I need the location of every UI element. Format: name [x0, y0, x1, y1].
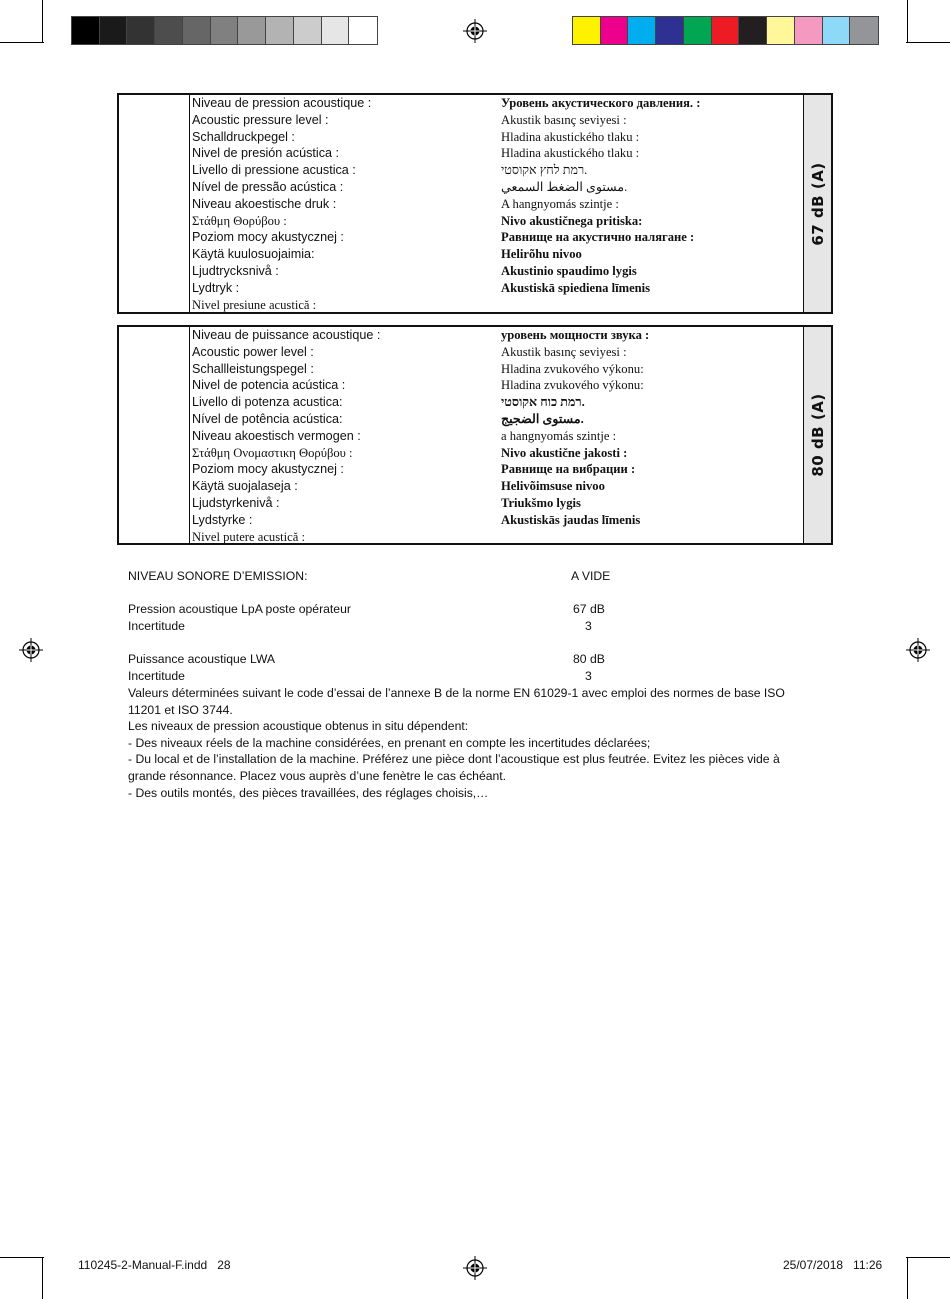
power-label: Puissance acoustique LWA: [128, 652, 276, 666]
color-swatch: [712, 17, 740, 44]
grayscale-color-bar: [71, 16, 378, 45]
table-row: [192, 461, 801, 478]
language-label: Nivel de presión acústica :: [192, 146, 339, 161]
crop-mark: [0, 42, 44, 43]
language-label: רמת כוח אקוסטי.: [501, 395, 585, 410]
table-row: [192, 196, 801, 213]
registration-mark-icon: [463, 19, 487, 43]
language-label: Akustinio spaudimo lygis: [501, 263, 637, 278]
language-label: Στάθμη Θορύβου :: [192, 213, 287, 228]
table-row: [192, 377, 801, 394]
language-label: Nivel presiune acustică :: [192, 297, 317, 312]
language-label: Akustik basınç seviyesi :: [501, 112, 627, 127]
language-label: уровень мощности звука :: [501, 328, 650, 342]
color-swatch: [238, 17, 266, 44]
language-label: Равнище на вибрации :: [501, 462, 636, 477]
language-label: مستوى الضجيج.: [501, 411, 584, 426]
language-label: Niveau de puissance acoustique :: [192, 328, 381, 342]
table-row: [192, 512, 801, 529]
language-label: Helivõimsuse nivoo: [501, 479, 605, 494]
pressure-label: Pression acoustique LpA poste opérateur: [128, 602, 351, 616]
language-label: Στάθμη Ονομαστικη Θορύβου :: [192, 445, 353, 460]
language-label: Ljudtrycksnivå :: [192, 263, 279, 278]
table-row: [192, 297, 801, 314]
color-swatch: [349, 17, 377, 44]
table-row: [192, 129, 801, 146]
crop-mark: [42, 1257, 43, 1299]
color-swatch: [127, 17, 155, 44]
sound-power-value: 80 dB (A): [808, 393, 827, 477]
table-blank-column: [119, 95, 190, 312]
table-row: [192, 229, 801, 246]
language-label: Niveau akoestische druk :: [192, 196, 337, 211]
table-blank-column: [119, 327, 190, 543]
table-row: [192, 529, 801, 546]
color-swatch: [850, 17, 878, 44]
language-label: Nivo akustične jakosti :: [501, 445, 628, 460]
sound-pressure-table: [117, 93, 833, 314]
color-swatch: [795, 17, 823, 44]
language-label: Уровень акустического давления. :: [501, 96, 701, 110]
language-label: Livello di potenza acustica:: [192, 395, 343, 410]
footer-file-name: 110245-2-Manual-F.indd 28: [78, 1258, 231, 1272]
table-row: [192, 179, 801, 196]
language-label: Hladina akustického tlaku :: [501, 129, 640, 144]
registration-mark-icon: [463, 1256, 487, 1280]
color-swatch: [823, 17, 851, 44]
table-row: [192, 411, 801, 428]
uncertainty-label: Incertitude: [128, 619, 185, 633]
color-swatch: [183, 17, 211, 44]
uncertainty-value: 3: [585, 669, 592, 683]
power-value: 80 dB: [573, 652, 605, 666]
language-label: Niveau akoestisch vermogen :: [192, 428, 361, 443]
color-swatch: [767, 17, 795, 44]
table-row: [192, 263, 801, 280]
sound-power-rows: [192, 327, 801, 545]
emission-column-heading: A VIDE: [571, 569, 611, 583]
note-paragraph: - Des niveaux réels de la machine considérées, en prenant en compte les incertitudes déclarées;: [128, 735, 651, 750]
table-row: [192, 495, 801, 512]
language-label: Ljudstyrkenivå :: [192, 495, 280, 510]
table-row: [192, 95, 801, 112]
language-label: Livello di pressione acustica :: [192, 163, 356, 178]
table-row: [192, 280, 801, 297]
table-row: [192, 112, 801, 129]
crop-mark: [906, 1257, 950, 1258]
color-swatch: [739, 17, 767, 44]
process-color-bar: [572, 16, 879, 45]
language-label: Poziom mocy akustycznej :: [192, 230, 344, 245]
table-row: [192, 344, 801, 361]
table-row: [192, 145, 801, 162]
table-row: [192, 246, 801, 263]
language-label: Helirõhu nivoo: [501, 247, 582, 262]
emission-heading: NIVEAU SONORE D’EMISSION:: [128, 569, 308, 583]
language-label: Schallleistungspegel :: [192, 361, 314, 376]
crop-mark: [42, 0, 43, 42]
sound-pressure-value: 67 dB (A): [808, 161, 827, 246]
language-label: Lydtryk :: [192, 280, 240, 295]
table-row: [192, 445, 801, 462]
language-label: Akustiskās jaudas līmenis: [501, 512, 641, 527]
pressure-value: 67 dB: [573, 602, 605, 616]
table-row: [192, 162, 801, 179]
color-swatch: [266, 17, 294, 44]
language-label: Niveau de pression acoustique :: [192, 96, 372, 110]
language-label: Akustik basınç seviyesi :: [501, 344, 627, 359]
table-row: [192, 428, 801, 445]
table-row: [192, 394, 801, 411]
registration-mark-icon: [19, 638, 43, 662]
language-label: רמת לחץ אקוסטי.: [501, 163, 588, 178]
color-swatch: [601, 17, 629, 44]
language-label: Nivo akustičnega pritiska:: [501, 213, 643, 228]
language-label: Poziom mocy akustycznej :: [192, 462, 344, 477]
language-label: Lydstyrke :: [192, 512, 253, 527]
sound-power-table: [117, 325, 833, 545]
table-row: [192, 361, 801, 378]
crop-mark: [907, 0, 908, 42]
table-row: [192, 478, 801, 495]
language-label: a hangnyomás szintje :: [501, 428, 617, 443]
language-label: Akustiskā spiediena līmenis: [501, 280, 651, 295]
language-label: Hladina zvukového výkonu:: [501, 361, 644, 376]
sound-pressure-rows: [192, 95, 801, 313]
table-row: [192, 327, 801, 344]
language-label: Hladina zvukového výkonu:: [501, 378, 644, 393]
language-label: Acoustic power level :: [192, 344, 314, 359]
language-label: Triukšmo lygis: [501, 495, 581, 510]
note-paragraph: - Des outils montés, des pièces travaillées, des réglages choisis,…: [128, 785, 489, 800]
registration-mark-icon: [906, 638, 930, 662]
table-value-column: [803, 95, 831, 312]
language-label: A hangnyomás szintje :: [501, 196, 619, 211]
color-swatch: [684, 17, 712, 44]
color-swatch: [72, 17, 100, 44]
table-row: [192, 213, 801, 230]
color-swatch: [656, 17, 684, 44]
footer-date: 25/07/2018 11:26: [783, 1258, 883, 1272]
crop-mark: [907, 1257, 908, 1299]
language-label: Nivel putere acustică :: [192, 529, 305, 544]
crop-mark: [906, 42, 950, 43]
note-paragraph: Les niveaux de pression acoustique obtenus in situ dépendent:: [128, 719, 469, 734]
language-label: Nivel de potencia acústica :: [192, 378, 346, 393]
language-label: Käytä kuulosuojaimia:: [192, 247, 315, 262]
note-paragraph: Valeurs déterminées suivant le code d’essai de l’annexe B de la norme EN 61029-1 avec emploi des normes de base ISO 11201 et ISO 3744.: [128, 686, 785, 717]
language-label: Acoustic pressure level :: [192, 112, 329, 127]
language-label: Käytä suojalaseja :: [192, 479, 298, 494]
color-swatch: [322, 17, 350, 44]
note-paragraph: - Du local et de l’installation de la machine. Préférez une pièce dont l’acoustique est plus feutrée. Evitez les pièces vide à grande résonnance. Placez vous auprès d’une fenètre le cas échéant.: [128, 752, 780, 783]
language-label: Schalldruckpegel :: [192, 129, 295, 144]
color-swatch: [573, 17, 601, 44]
emission-notes: [128, 685, 818, 801]
color-swatch: [628, 17, 656, 44]
language-label: Nível de pressão acústica :: [192, 179, 344, 194]
color-swatch: [155, 17, 183, 44]
language-label: Равнище на акустично налягане :: [501, 230, 695, 245]
crop-mark: [0, 1257, 44, 1258]
uncertainty-value: 3: [585, 619, 592, 633]
language-label: Nível de potência acústica:: [192, 411, 343, 426]
color-swatch: [211, 17, 239, 44]
color-swatch: [294, 17, 322, 44]
table-value-column: [803, 327, 831, 543]
color-swatch: [100, 17, 128, 44]
language-label: Hladina akustického tlaku :: [501, 146, 640, 161]
uncertainty-label: Incertitude: [128, 669, 185, 683]
language-label: مستوى الضغط السمعي.: [501, 179, 628, 194]
